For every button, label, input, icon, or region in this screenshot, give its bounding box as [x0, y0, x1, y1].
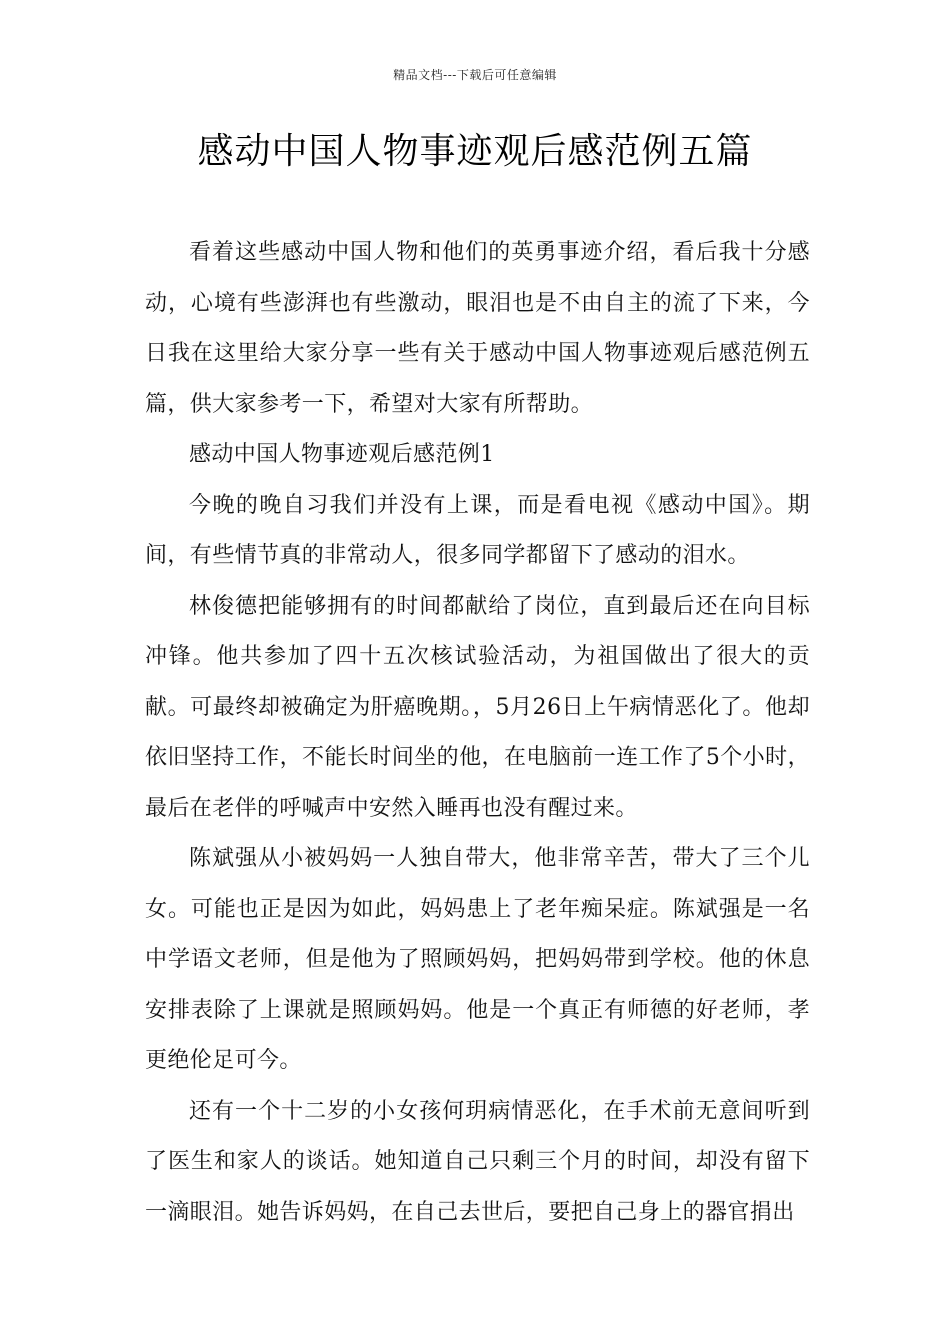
- document-title: 感动中国人物事迹观后感范例五篇: [197, 131, 753, 172]
- section-heading: 感动中国人物事迹观后感范例1: [189, 442, 495, 467]
- paragraph-chen-binqiang: 陈斌强从小被妈妈一人独自带大，他非常辛苦，带大了三个儿女。可能也正是因为如此，妈妈患上了老年痴呆症。陈斌强是一名中学语文老师，但是他为了照顾妈妈，把妈妈带到学校。他的休息安排表除了上课就是照顾妈妈。他是一个真正有师德的好老师，孝更绝伦足可今。: [145, 846, 810, 1073]
- document-body: [145, 228, 810, 1238]
- header-note: 精品文档---下载后可任意编辑: [393, 68, 557, 82]
- paragraph-he-yue: 还有一个十二岁的小女孩何玥病情恶化，在手术前无意间听到了医生和家人的谈话。她知道自己只剩三个月的时间，却没有留下一滴眼泪。她告诉妈妈，在自己去世后，要把自己身上的器官捐出: [145, 1098, 810, 1225]
- paragraph-evening-study: 今晚的晚自习我们并没有上课，而是看电视《感动中国》。期间，有些情节真的非常动人，很多同学都留下了感动的泪水。: [145, 492, 810, 568]
- paragraph-lin-junde: 林俊德把能够拥有的时间都献给了岗位，直到最后还在向目标冲锋。他共参加了四十五次核试验活动，为祖国做出了很大的贡献。可最终却被确定为肝癌晚期。，5月26日上午病情恶化了。他却依旧坚持工作，不能长时间坐的他，在电脑前一连工作了5个小时，最后在老伴的呼喊声中安然入睡再也没有醒过来。: [145, 593, 810, 821]
- paragraph-intro: 看着这些感动中国人物和他们的英勇事迹介绍，看后我十分感动，心境有些澎湃也有些激动，眼泪也是不由自主的流了下来，今日我在这里给大家分享一些有关于感动中国人物事迹观后感范例五篇，供大家参考一下，希望对大家有所帮助。: [145, 240, 810, 417]
